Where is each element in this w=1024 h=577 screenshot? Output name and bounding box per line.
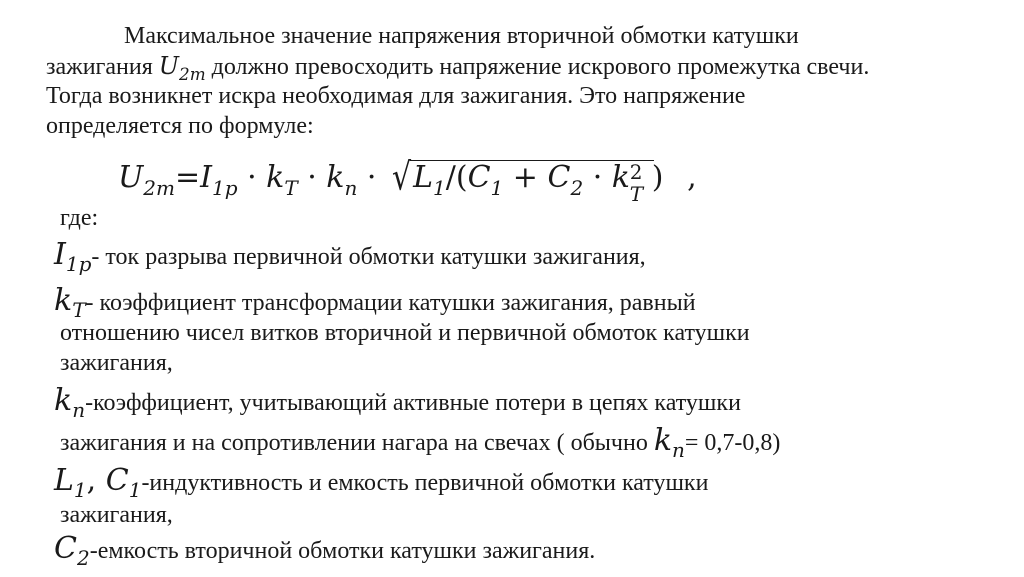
def-l1c1-text: -индуктивность и емкость первичной обмотки катушки xyxy=(141,470,709,496)
intro-line-3 xyxy=(46,81,745,111)
formula-kt: k xyxy=(266,160,285,195)
formula-i: I xyxy=(200,160,212,195)
formula-radical xyxy=(386,156,664,210)
def-kn-inline-sub: n xyxy=(672,438,685,462)
formula-i-sub: 1p xyxy=(212,176,238,200)
def-i1p-sub: 1p xyxy=(65,252,92,276)
def-kn-inline-base: k xyxy=(653,423,672,458)
intro-line-1 xyxy=(124,21,799,51)
def-kt-line-2-text: отношению чисел витков вторичной и первичной обмоток катушки xyxy=(60,320,750,346)
formula-l: L xyxy=(413,160,434,195)
def-c2-base: C xyxy=(54,531,77,566)
formula-kt-squared xyxy=(611,156,652,206)
def-c1-base: C xyxy=(105,463,129,498)
intro-line-1-text: Максимальное значение напряжения вторичной обмотки катушки xyxy=(124,23,799,49)
formula-kt2-sub: T xyxy=(629,182,644,206)
def-kt-symbol xyxy=(54,283,86,322)
def-i1p xyxy=(54,236,646,283)
def-l1-base: L xyxy=(54,463,74,498)
main-formula xyxy=(118,156,697,210)
intro-line-2-after: должно превосходить напряжение искрового промежутка свечи. xyxy=(205,54,870,80)
def-i1p-symbol xyxy=(54,237,92,276)
formula-u: U xyxy=(118,160,144,195)
where-text: где: xyxy=(60,205,99,231)
def-kt-sub: T xyxy=(72,298,86,322)
u2m-base: U xyxy=(158,52,180,80)
formula-c2: C xyxy=(547,160,571,195)
def-kn-symbol xyxy=(54,383,86,422)
def-c2-sub: 2 xyxy=(76,546,90,570)
def-kn-text: -коэффициент, учитывающий активные потери в цепях катушки xyxy=(85,390,741,416)
def-kt-line-3-text: зажигания, xyxy=(60,350,173,376)
formula-dot-1: · xyxy=(237,160,267,195)
def-c2-text: -емкость вторичной обмотки катушки зажигания. xyxy=(89,538,596,564)
formula-c2-sub: 2 xyxy=(570,176,584,200)
def-i1p-base: I xyxy=(54,237,66,272)
formula-dot-4: · xyxy=(583,160,612,195)
formula-slash: /( xyxy=(445,160,468,195)
formula-plus: + xyxy=(503,160,548,195)
intro-line-4-text: определяется по формуле: xyxy=(46,113,314,139)
formula-u-sub: 2m xyxy=(143,176,175,200)
formula-kt2-sup: 2 xyxy=(629,160,643,184)
formula-dot-2: · xyxy=(297,160,327,195)
def-kt-base: k xyxy=(54,283,73,318)
def-kn-line-2-after: = 0,7-0,8) xyxy=(684,430,781,456)
def-i1p-text: - ток разрыва первичной обмотки катушки зажигания, xyxy=(91,244,646,270)
formula-close-paren: ) xyxy=(651,160,664,195)
def-l1c1-sep: , xyxy=(86,463,106,498)
def-kn-sub: n xyxy=(72,398,86,422)
def-kn-base: k xyxy=(54,383,73,418)
def-l1-sub: 1 xyxy=(73,478,87,502)
intro-line-4 xyxy=(46,111,314,141)
formula-l-sub: 1 xyxy=(433,176,446,200)
formula-kt-sub: T xyxy=(284,176,298,200)
def-l1c1-line-2-text: зажигания, xyxy=(60,502,173,528)
radical-sign: √ xyxy=(391,155,412,200)
intro-line-2-before: зажигания xyxy=(46,54,159,80)
formula-kn-sub: n xyxy=(344,176,358,200)
def-c2-symbol xyxy=(54,531,90,570)
def-kt-line-2 xyxy=(60,318,750,348)
def-kn-inline-symbol xyxy=(653,423,685,462)
def-c2 xyxy=(54,530,595,577)
formula-c1-sub: 1 xyxy=(490,176,504,200)
formula-c1: C xyxy=(467,160,491,195)
def-l1c1-symbols xyxy=(54,463,142,502)
formula-comma: , xyxy=(687,160,697,195)
def-kn-line-2-before: зажигания и на сопротивлении нагара на свечах ( обычно xyxy=(60,430,654,456)
where-label xyxy=(60,203,98,233)
def-kt-line-3 xyxy=(60,348,173,378)
u2m-sub: 2m xyxy=(179,63,206,84)
formula-kt2-base: k xyxy=(611,160,630,195)
def-kt-text: - коэффициент трансформации катушки зажигания, равный xyxy=(85,290,696,316)
formula-dot-3: · xyxy=(357,160,386,195)
def-c1-sub: 1 xyxy=(128,478,142,502)
u2m-symbol xyxy=(158,52,206,84)
formula-kn: k xyxy=(326,160,345,195)
formula-eq: = xyxy=(175,160,201,195)
intro-line-3-text: Тогда возникнет искра необходимая для зажигания. Это напряжение xyxy=(46,83,746,109)
def-l1c1-line-2 xyxy=(60,500,173,530)
